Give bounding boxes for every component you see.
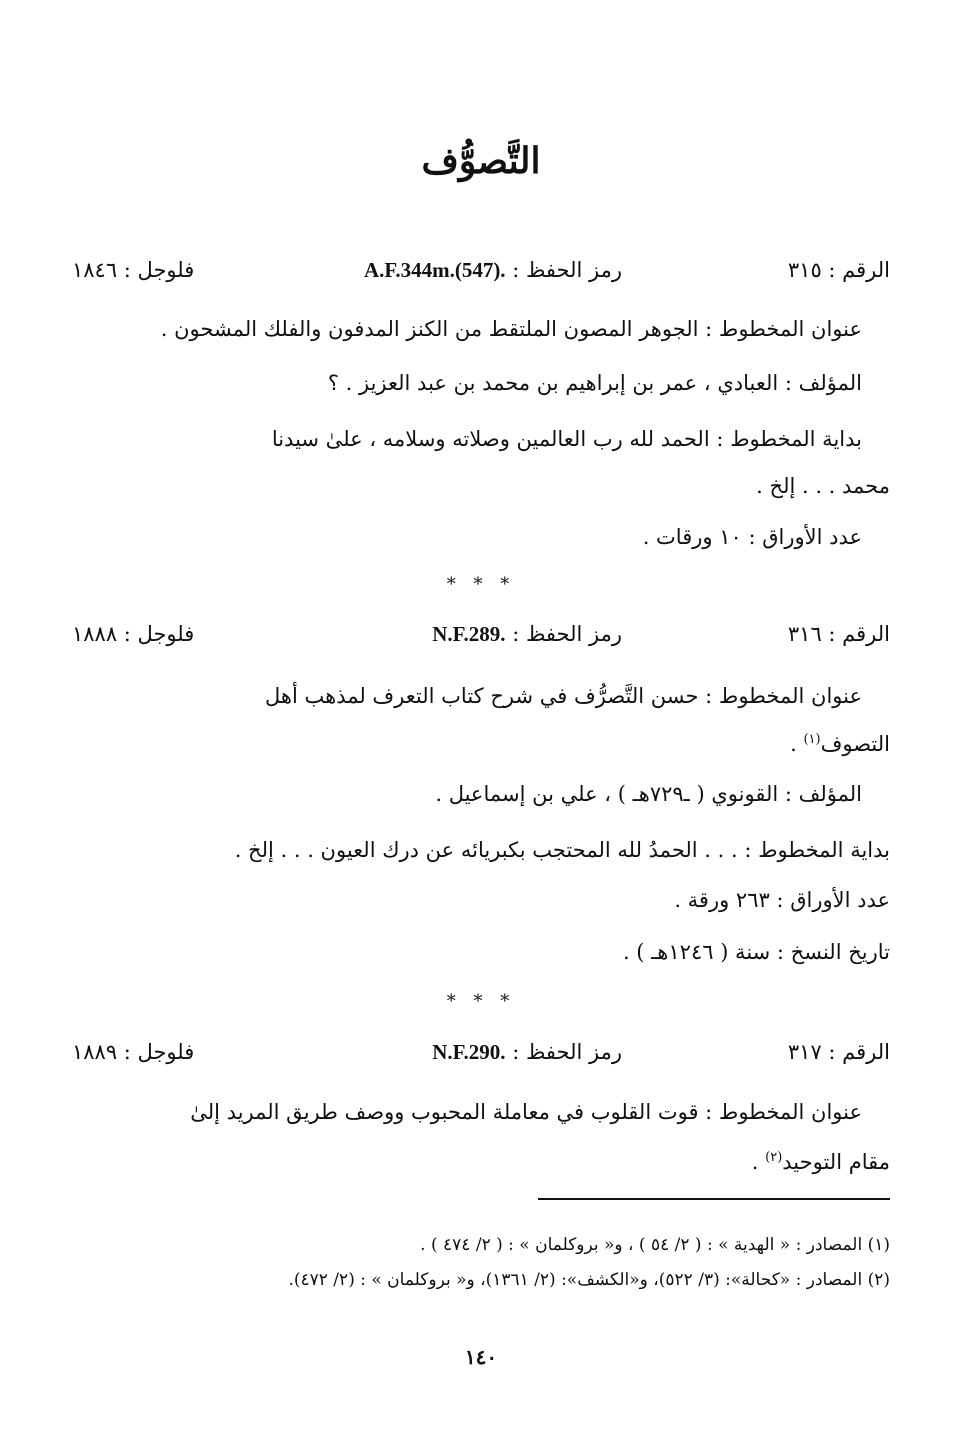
shelfmark-code: A.F.344m.(547).	[364, 258, 506, 282]
chapter-heading: التَّصوُّف	[421, 140, 541, 182]
title-text: التصوف	[820, 732, 890, 756]
shelfmark	[432, 1040, 622, 1065]
footnote-ref: (١)	[803, 732, 821, 747]
manuscript-copy-date: تاريخ النسخ : سنة ( ١٢٤٦هـ ) .	[622, 940, 890, 964]
title-text: مقام التوحيد	[782, 1150, 890, 1174]
entry-number: الرقم : ٣١٥	[787, 258, 890, 282]
entry-316-header	[72, 622, 890, 662]
shelfmark-code: N.F.290.	[432, 1040, 506, 1064]
manuscript-beginning-cont: محمد . . . إلخ .	[756, 474, 890, 498]
shelfmark-label: رمز الحفظ :	[512, 1040, 622, 1064]
manuscript-title: عنوان المخطوط : قوت القلوب في معاملة المحبوب ووصف طريق المريد إلىٰ	[190, 1100, 862, 1124]
manuscript-author: المؤلف : القونوي ( ـ٧٢٩هـ ) ، علي بن إسماعيل .	[435, 782, 862, 806]
manuscript-title: عنوان المخطوط : حسن التَّصرُّف في شرح كتاب التعرف لمذهب أهل	[265, 684, 862, 708]
manuscript-beginning: بداية المخطوط : . . . الحمدُ لله المحتجب بكبريائه عن درك العيون . . . إلخ .	[234, 838, 890, 862]
shelfmark-label: رمز الحفظ :	[512, 622, 622, 646]
shelfmark-code: N.F.289.	[432, 622, 506, 646]
flugel-number: فلوجل : ١٨٤٦	[72, 258, 195, 282]
title-end: .	[751, 1150, 766, 1174]
separator-stars: * * *	[446, 991, 516, 1012]
entry-number: الرقم : ٣١٧	[787, 1040, 890, 1064]
manuscript-title-cont	[72, 720, 890, 764]
page-number: ١٤٠	[464, 1345, 498, 1369]
shelfmark	[364, 258, 622, 283]
flugel-number: فلوجل : ١٨٨٨	[72, 622, 195, 646]
entry-number: الرقم : ٣١٦	[787, 622, 890, 646]
manuscript-beginning: بداية المخطوط : الحمد لله رب العالمين وصلاته وسلامه ، علىٰ سيدنا	[271, 427, 862, 451]
separator-stars: * * *	[446, 574, 516, 595]
footnote-rule	[538, 1198, 890, 1200]
entry-317-header	[72, 1040, 890, 1080]
manuscript-author: المؤلف : العبادي ، عمر بن إبراهيم بن محمد بن عبد العزيز . ؟	[327, 371, 862, 395]
manuscript-title-cont	[72, 1138, 890, 1182]
manuscript-leaves: عدد الأوراق : ١٠ ورقات .	[642, 525, 862, 549]
manuscript-leaves: عدد الأوراق : ٢٦٣ ورقة .	[674, 888, 890, 912]
footnote-ref: (٢)	[765, 1150, 783, 1165]
footnote-2: (٢) المصادر : «كحالة»: (٣/ ٥٢٢)، و«الكشف»: (٢/ ١٣٦١)، و« بروكلمان » : (٢/ ٤٧٢).	[288, 1270, 890, 1290]
title-end: .	[790, 732, 804, 756]
flugel-number: فلوجل : ١٨٨٩	[72, 1040, 195, 1064]
footnote-1: (١) المصادر : « الهدية » : ( ٢/ ٥٤ ) ، و« بروكلمان » : ( ٢/ ٤٧٤ ) .	[420, 1235, 890, 1255]
entry-315-header	[72, 258, 890, 298]
shelfmark-label: رمز الحفظ :	[512, 258, 622, 282]
shelfmark	[432, 622, 622, 647]
manuscript-title: عنوان المخطوط : الجوهر المصون الملتقط من الكنز المدفون والفلك المشحون .	[160, 317, 862, 341]
